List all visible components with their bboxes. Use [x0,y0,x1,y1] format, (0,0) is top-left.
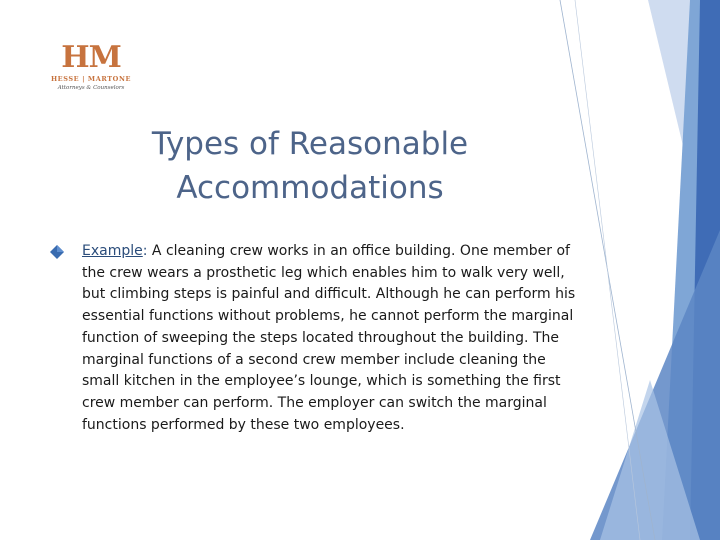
company-logo [50,42,132,91]
logo-tagline: Attorneys & Counselors [57,85,125,91]
example-label: Example [82,243,143,259]
title-line-2: Accommodations [176,170,444,206]
example-colon: : [142,243,148,259]
logo-monogram: HM [61,40,121,75]
bullet-text [82,241,585,436]
diamond-bullet-icon [50,245,64,259]
bullet-item [50,241,585,436]
slide-title [100,122,520,210]
example-body: A cleaning crew works in an office building. One member of the crew wears a prosthetic leg which enables him to walk very well, but climbing steps is painful and difficult. Although he can perform his essential functions without problems, he cannot perform the marginal function of sweeping the steps located throughout the building. The marginal functions of a second crew member include cleaning the small kitchen in the employee’s lounge, which is something the first crew member can perform. The employer can switch the marginal functions performed by these two employees. [82,243,576,433]
title-line-1: Types of Reasonable [151,126,469,162]
logo-firm-name: HESSE | MARTONE [50,75,132,83]
